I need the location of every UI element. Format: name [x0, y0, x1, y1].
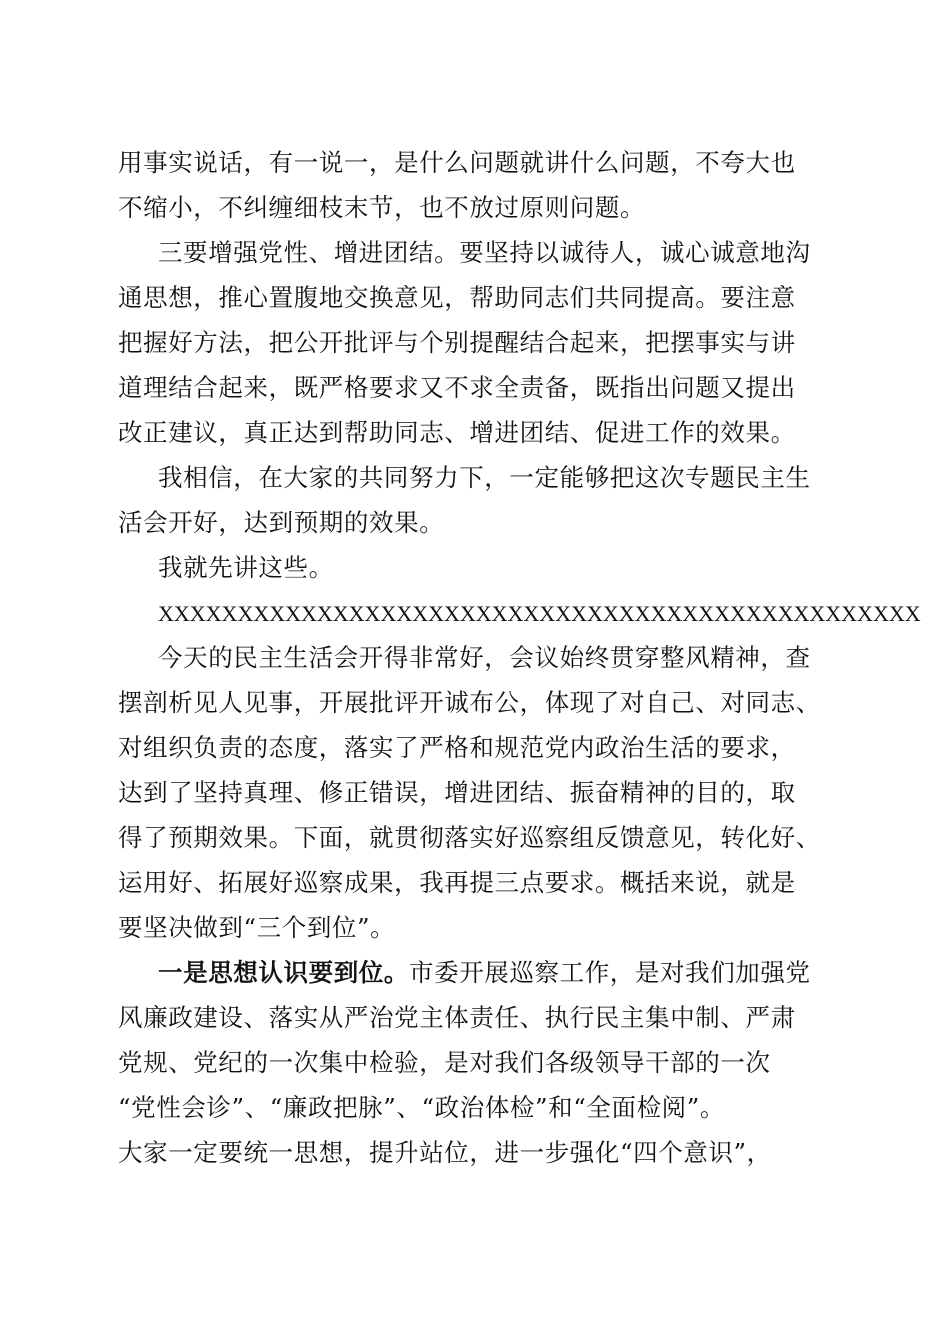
text-run: 市委开展巡察工作，是对我们加强党 — [409, 958, 811, 987]
text-line: 要坚决做到“三个到位”。 — [118, 913, 396, 942]
text-line: “党性会诊”、“廉政把脉”、“政治体检”和“全面检阅”。 — [118, 1093, 725, 1122]
separator-line: XXXXXXXXXXXXXXXXXXXXXXXXXXXXXXXXXXXXXXXXXXXXXXXX — [158, 601, 921, 626]
text-line: 对组织负责的态度，落实了严格和规范党内政治生活的要求， — [118, 733, 796, 762]
text-line: 风廉政建设、落实从严治党主体责任、执行民主集中制、严肃 — [118, 1003, 796, 1032]
text-line: 我就先讲这些。 — [158, 553, 334, 582]
text-line: 大家一定要统一思想，提升站位，进一步强化“四个意识”， — [118, 1138, 772, 1167]
text-line: 得了预期效果。下面，就贯彻落实好巡察组反馈意见，转化好、 — [118, 823, 821, 852]
text-line: 改正建议，真正达到帮助同志、增进团结、促进工作的效果。 — [118, 418, 796, 447]
text-line: 用事实说话，有一说一，是什么问题就讲什么问题，不夸大也 — [118, 148, 796, 177]
text-line: 道理结合起来，既严格要求又不求全责备，既指出问题又提出 — [118, 373, 796, 402]
text-line: 三要增强党性、增进团结。要坚持以诚待人，诚心诚意地沟 — [158, 238, 811, 267]
text-line: 达到了坚持真理、修正错误，增进团结、振奋精神的目的，取 — [118, 778, 796, 807]
text-line: 把握好方法，把公开批评与个别提醒结合起来，把摆事实与讲 — [118, 328, 796, 357]
text-line: 我相信，在大家的共同努力下，一定能够把这次专题民主生 — [158, 463, 811, 492]
text-line: 今天的民主生活会开得非常好，会议始终贯穿整风精神，查 — [158, 643, 811, 672]
section-heading: 一是思想认识要到位。 — [158, 958, 409, 987]
text-line: 活会开好，达到预期的效果。 — [118, 508, 445, 537]
text-line: 不缩小，不纠缠细枝末节，也不放过原则问题。 — [118, 193, 646, 222]
text-line — [158, 958, 811, 988]
text-line: 摆剖析见人见事，开展批评开诚布公，体现了对自己、对同志、 — [118, 688, 821, 717]
text-line: 通思想，推心置腹地交换意见，帮助同志们共同提高。要注意 — [118, 283, 796, 312]
text-line: 党规、党纪的一次集中检验，是对我们各级领导干部的一次 — [118, 1048, 771, 1077]
text-line: 运用好、拓展好巡察成果，我再提三点要求。概括来说，就是 — [118, 868, 796, 897]
